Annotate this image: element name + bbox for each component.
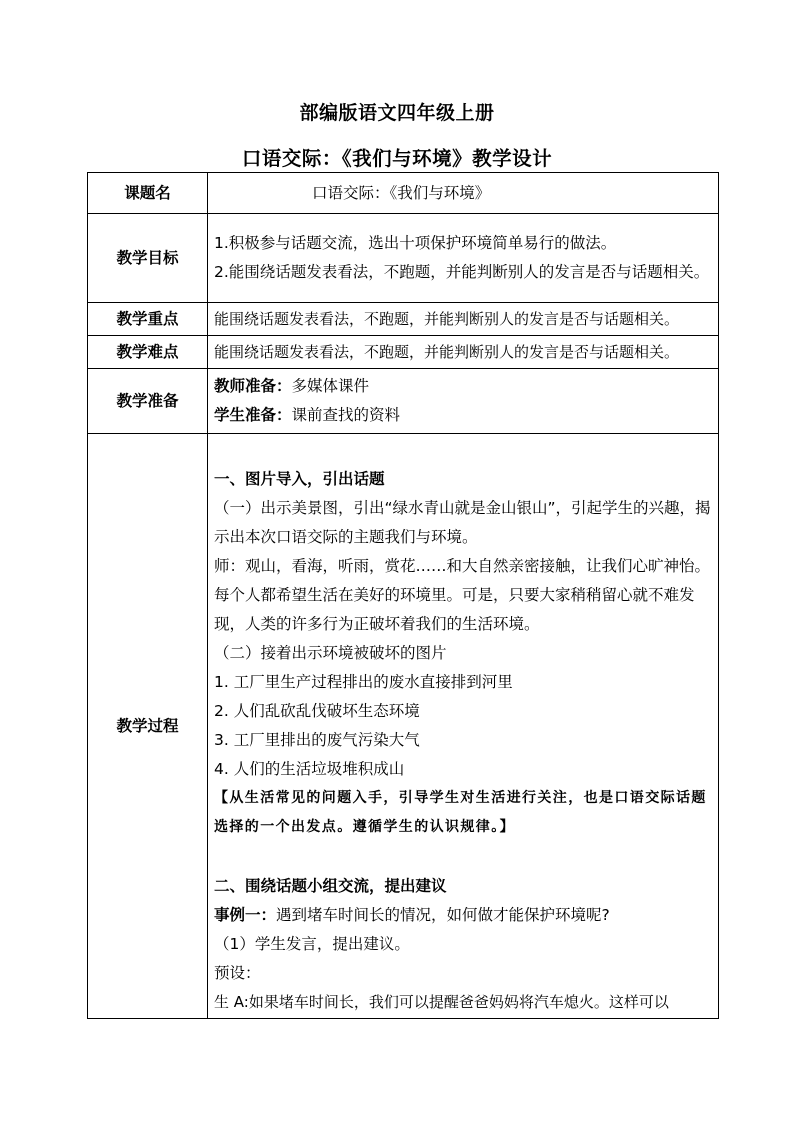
section-2-paragraph-1: （1）学生发言，提出建议。 bbox=[214, 935, 410, 953]
student-prep-value: 课前查找的资料 bbox=[291, 406, 401, 424]
section-2-heading: 二、围绕话题小组交流，提出建议 bbox=[214, 877, 447, 895]
section-1-paragraph-3: （二）接着出示环境被破坏的图片 bbox=[214, 644, 447, 662]
case-one-line bbox=[214, 901, 716, 930]
list-item: 3. 工厂里排出的废气污染大气 bbox=[214, 731, 420, 749]
topic-value: 口语交际：《我们与环境》 bbox=[312, 183, 491, 202]
teacher-prep-value: 多媒体课件 bbox=[291, 377, 370, 395]
student-prep-label: 学生准备： bbox=[214, 406, 292, 424]
table-row-goals bbox=[88, 214, 719, 303]
key-point-cell bbox=[208, 303, 719, 336]
teacher-prep-line bbox=[214, 372, 716, 401]
process-cell bbox=[208, 434, 719, 1019]
table-row-difficulty bbox=[88, 336, 719, 369]
difficulty-label: 教学难点 bbox=[88, 336, 208, 369]
student-prep-line bbox=[214, 401, 716, 430]
list-item: 2. 人们乱砍乱伐破坏生态环境 bbox=[214, 702, 420, 720]
list-item: 1. 工厂里生产过程排出的废水直接排到河里 bbox=[214, 673, 513, 691]
design-note: 【从生活常见的问题入手，引导学生对生活进行关注，也是口语交际话题选择的一个出发点。遵循学生的认识规律。】 bbox=[214, 790, 707, 835]
case-one-label: 事例一： bbox=[214, 906, 277, 924]
section-1-paragraph-2: 师：观山，看海，听雨，赏花……和大自然亲密接触，让我们心旷神怡。每个人都希望生活在美好的环境里。可是，只要大家稍稍留心就不难发现，人类的许多行为正破坏着我们的生活环境。 bbox=[214, 557, 711, 633]
document-title: 部编版语文四年级上册 bbox=[299, 102, 495, 124]
goal-line-1: 1.积极参与话题交流，选出十项保护环境简单易行的做法。 bbox=[214, 234, 617, 252]
goals-cell bbox=[208, 214, 719, 303]
section-2-paragraph-3: 生 A:如果堵车时间长，我们可以提醒爸爸妈妈将汽车熄火。这样可以 bbox=[214, 993, 669, 1011]
lesson-plan-table bbox=[87, 172, 719, 1019]
section-2-paragraph-2: 预设： bbox=[214, 964, 261, 982]
section-1-heading: 一、图片导入，引出话题 bbox=[214, 470, 385, 488]
goal-line-2: 2.能围绕话题发表看法，不跑题，并能判断别人的发言是否与话题相关。 bbox=[214, 263, 710, 281]
preparation-cell bbox=[208, 369, 719, 434]
teacher-prep-label: 教师准备： bbox=[214, 377, 292, 395]
table-row-topic bbox=[88, 173, 719, 214]
key-point-label: 教学重点 bbox=[88, 303, 208, 336]
goals-label: 教学目标 bbox=[88, 214, 208, 303]
case-one-value: 遇到堵车时间长的情况，如何做才能保护环境呢? bbox=[276, 906, 610, 924]
table-row-preparation bbox=[88, 369, 719, 434]
table-row-process bbox=[88, 434, 719, 1019]
list-item: 4. 人们的生活垃圾堆积成山 bbox=[214, 760, 405, 778]
topic-label: 课题名 bbox=[88, 173, 208, 214]
section-1-paragraph-1: （一）出示美景图，引出“绿水青山就是金山银山”，引起学生的兴趣，揭示出本次口语交际的主题我们与环境。 bbox=[214, 499, 711, 546]
difficulty-value: 能围绕话题发表看法，不跑题，并能判断别人的发言是否与话题相关。 bbox=[214, 342, 680, 361]
preparation-label: 教学准备 bbox=[88, 369, 208, 434]
document-subtitle: 口语交际：《我们与环境》教学设计 bbox=[241, 147, 553, 170]
topic-cell bbox=[208, 173, 719, 214]
key-point-value: 能围绕话题发表看法，不跑题，并能判断别人的发言是否与话题相关。 bbox=[214, 309, 680, 328]
difficulty-cell bbox=[208, 336, 719, 369]
process-label: 教学过程 bbox=[88, 434, 208, 1019]
table-row-key-point bbox=[88, 303, 719, 336]
